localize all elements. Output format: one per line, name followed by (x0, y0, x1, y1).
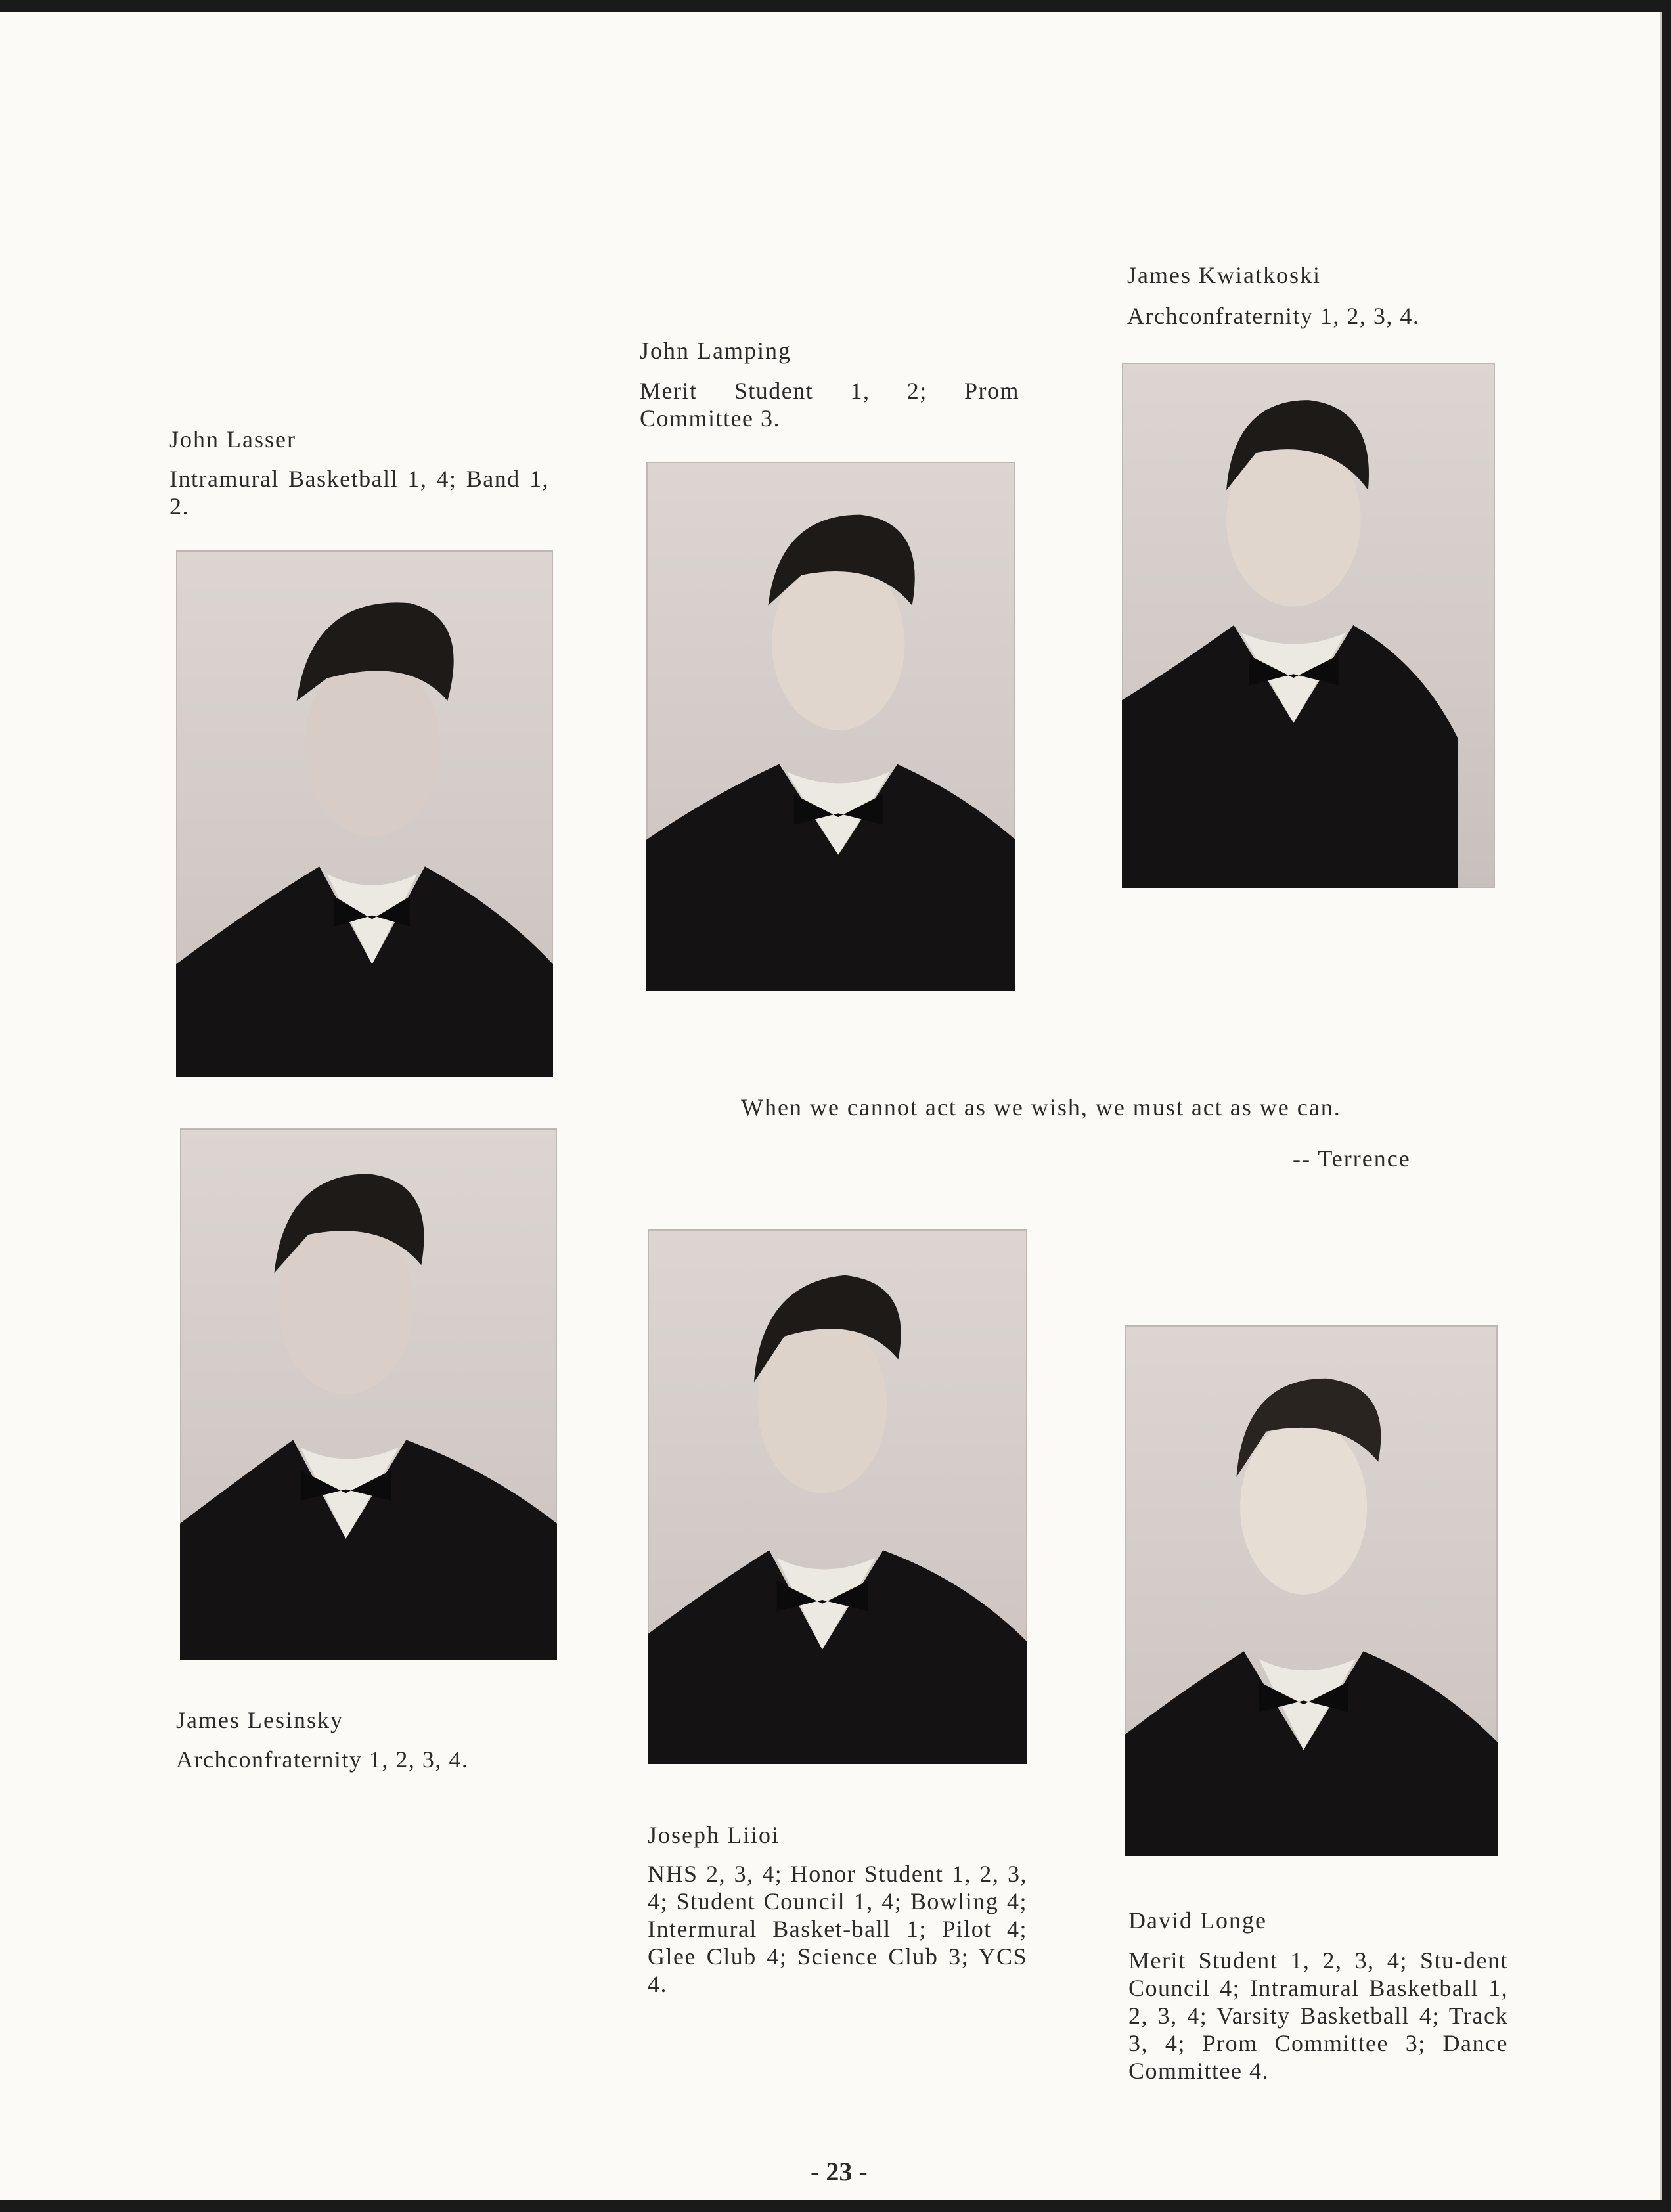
yearbook-page (0, 12, 1662, 2200)
portrait-photo-kwiatkoski (1122, 363, 1495, 888)
student-name-liioi: Joseph Liioi (648, 1822, 780, 1848)
student-name-lesinsky: James Lesinsky (176, 1707, 344, 1733)
student-name-kwiatkoski: James Kwiatkoski (1127, 262, 1321, 288)
quote-text: When we cannot act as we wish, we must act as we can. (741, 1094, 1341, 1120)
portrait-photo-longe (1125, 1325, 1498, 1856)
portrait-photo-lasser (176, 550, 553, 1077)
portrait-photo-lesinsky (180, 1128, 557, 1660)
student-name-lasser: John Lasser (169, 426, 296, 453)
student-bio-lamping: Merit Student 1, 2; Prom Committee 3. (640, 378, 1019, 431)
quote-attribution: -- Terrence (1293, 1145, 1411, 1172)
portrait-photo-lamping (646, 462, 1015, 991)
portrait-photo-liioi (648, 1229, 1027, 1764)
student-bio-lesinsky: Archconfraternity 1, 2, 3, 4. (176, 1746, 469, 1773)
student-bio-longe: Merit Student 1, 2, 3, 4; Stu-dent Council 4; Intramural Basketball 1, 2, 3, 4; Varsity Basketball 4; Track 3, 4; Prom Committee 3; Dance Committee 4. (1128, 1947, 1508, 2084)
page-number: - 23 - (811, 2157, 868, 2186)
student-bio-kwiatkoski: Archconfraternity 1, 2, 3, 4. (1127, 303, 1420, 329)
student-bio-liioi: NHS 2, 3, 4; Honor Student 1, 2, 3, 4; Student Council 1, 4; Bowling 4; Intermural Basket-ball 1; Pilot 4; Glee Club 4; Science Club 3; YCS 4. (648, 1861, 1027, 1997)
student-bio-lasser: Intramural Basketball 1, 4; Band 1, 2. (169, 466, 549, 520)
student-name-lamping: John Lamping (640, 338, 791, 364)
student-name-longe: David Longe (1128, 1907, 1267, 1934)
